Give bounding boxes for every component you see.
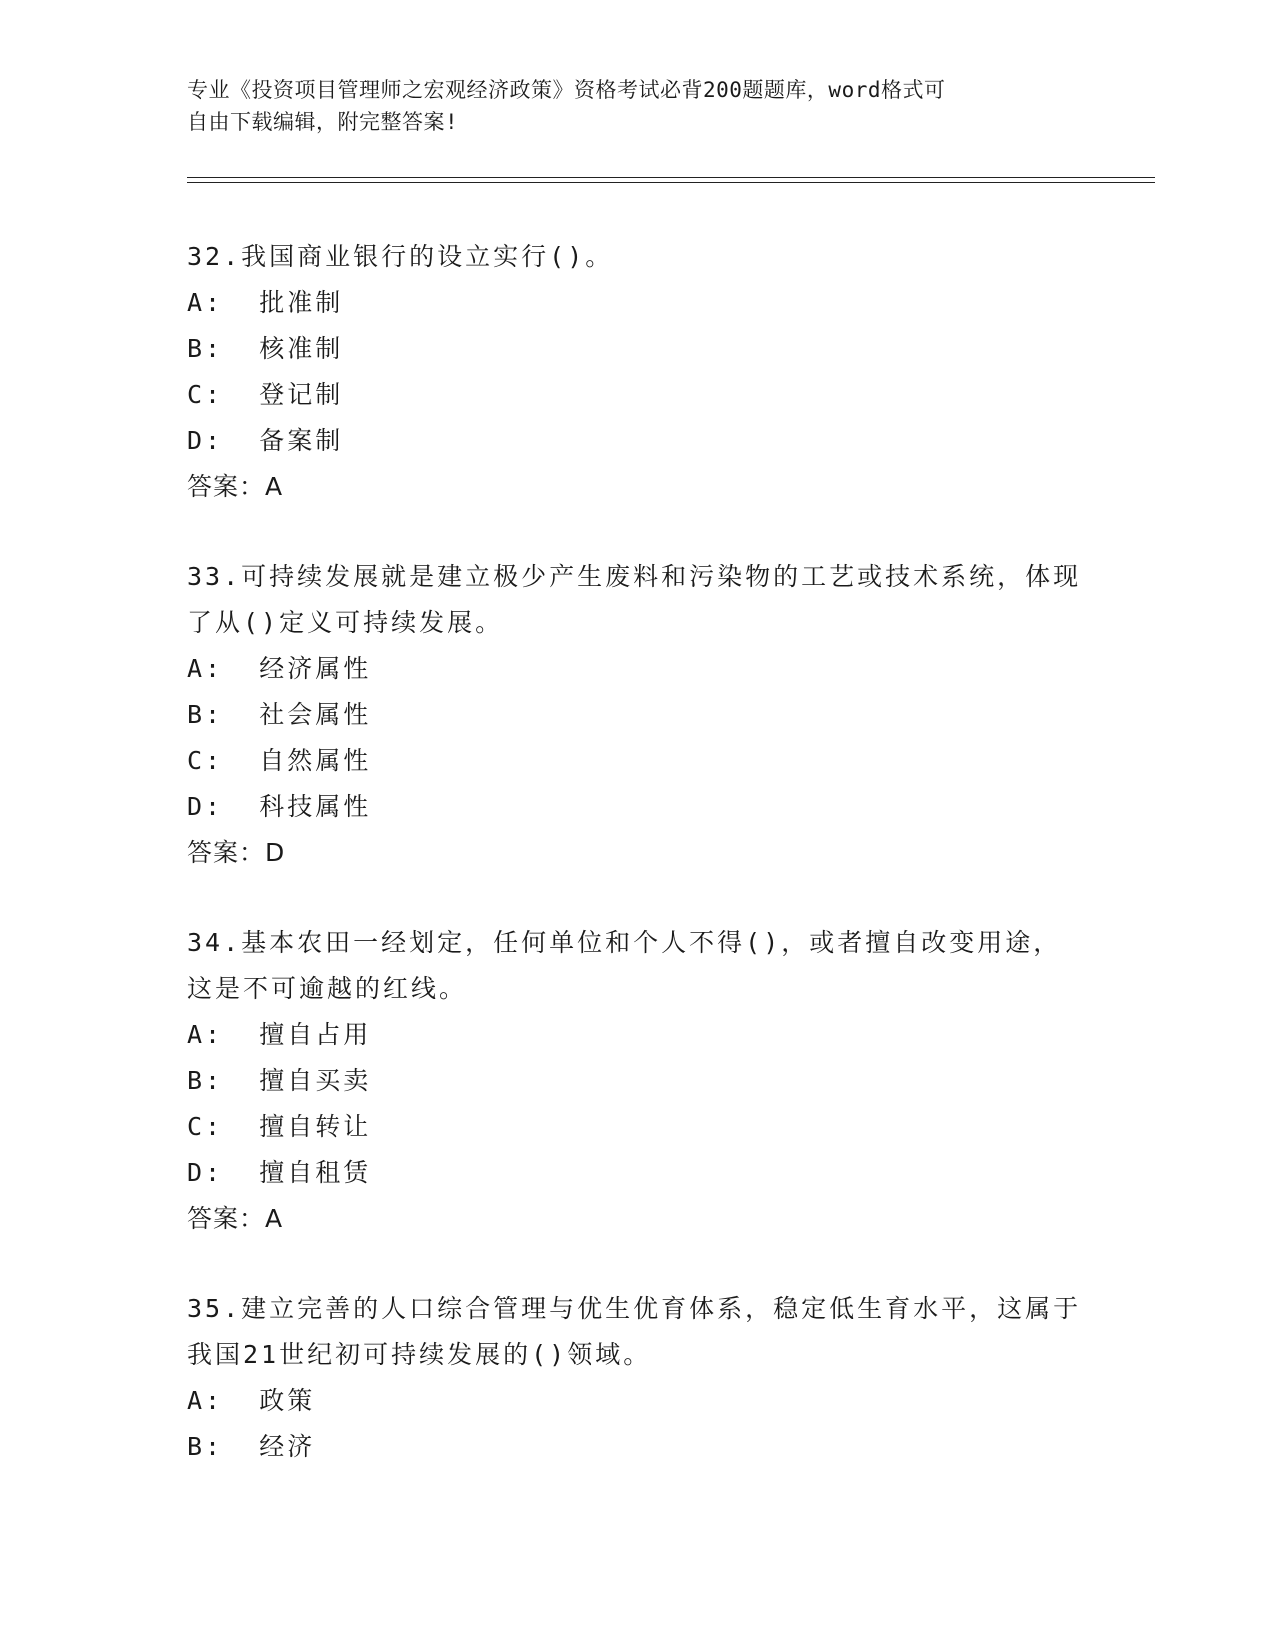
header-double-rule: [187, 177, 1155, 183]
option-b: B: 擅自买卖: [187, 1066, 372, 1095]
option-c: C: 登记制: [187, 380, 344, 409]
option-c: C: 自然属性: [187, 746, 372, 775]
header-line-2: 自由下载编辑，附完整答案!: [187, 110, 459, 134]
option-d: D: 擅自租赁: [187, 1158, 372, 1187]
option-a: A: 批准制: [187, 288, 344, 317]
answer-line: 答案：D: [187, 838, 286, 867]
document-header: [187, 74, 1067, 138]
question-32: [187, 234, 1087, 510]
question-35: [187, 1286, 1087, 1470]
question-34: [187, 920, 1087, 1242]
question-33: [187, 554, 1087, 876]
question-stem: 35.建立完善的人口综合管理与优生优育体系，稳定低生育水平，这属于我国21世纪初可持续发展的()领域。: [187, 1294, 1082, 1369]
question-stem: 34.基本农田一经划定，任何单位和个人不得()，或者擅自改变用途，这是不可逾越的红线。: [187, 928, 1062, 1003]
answer-line: 答案：A: [187, 1204, 284, 1233]
option-b: B: 核准制: [187, 334, 344, 363]
header-line-1: 专业《投资项目管理师之宏观经济政策》资格考试必背200题题库，word格式可: [187, 78, 946, 102]
option-b: B: 经济: [187, 1432, 316, 1461]
question-stem: 32.我国商业银行的设立实行()。: [187, 242, 614, 271]
option-b: B: 社会属性: [187, 700, 372, 729]
option-a: A: 擅自占用: [187, 1020, 372, 1049]
question-stem: 33.可持续发展就是建立极少产生废料和污染物的工艺或技术系统，体现了从()定义可持续发展。: [187, 562, 1082, 637]
question-list: [187, 234, 1087, 1514]
option-c: C: 擅自转让: [187, 1112, 372, 1141]
option-a: A: 经济属性: [187, 654, 372, 683]
answer-line: 答案：A: [187, 472, 284, 501]
option-d: D: 备案制: [187, 426, 344, 455]
option-d: D: 科技属性: [187, 792, 372, 821]
option-a: A: 政策: [187, 1386, 316, 1415]
